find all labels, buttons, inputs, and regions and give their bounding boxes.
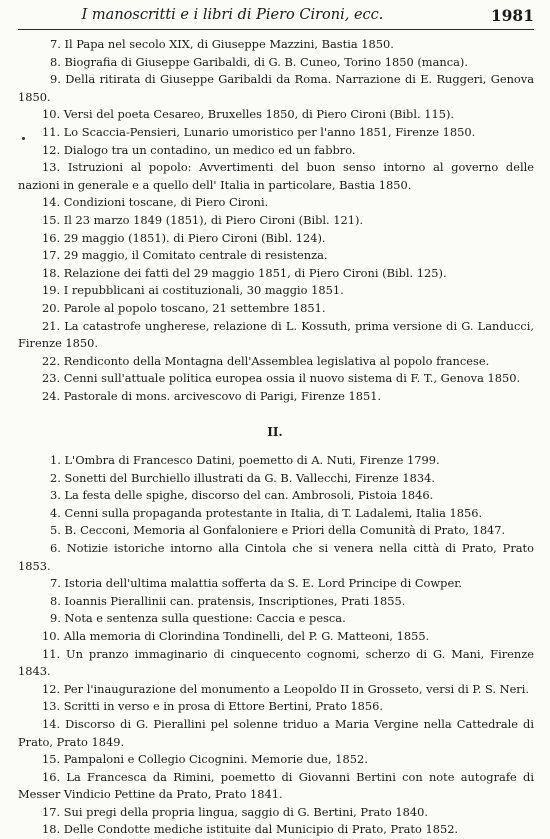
list-item — [18, 54, 534, 72]
item-text: Un pranzo immaginario di cinquecento cognomi, scherzo di G. Mani, Firenze 1843. — [18, 646, 534, 679]
item-text: Il 23 marzo 1849 (1851), di Piero Cironi (Bibl. 121). — [60, 212, 364, 227]
item-text: Istoria dell'ultima malattia sofferta da S. E. Lord Principe di Cowper. — [60, 576, 463, 591]
item-number: 13. — [42, 699, 61, 714]
item-number: 13. — [42, 160, 61, 175]
list-item — [18, 282, 534, 300]
item-text: L'Ombra di Francesco Datini, poemetto di A. Nuti, Firenze 1799. — [60, 453, 440, 467]
item-number: 19. — [42, 283, 61, 298]
list-item — [18, 575, 534, 593]
item-number: 1. — [50, 453, 61, 467]
item-text: Lo Scaccia-Pensieri, Lunario umoristico per l'anno 1851, Firenze 1850. — [60, 124, 476, 139]
item-number: 14. — [42, 195, 61, 210]
item-text: Versi del poeta Cesareo, Bruxelles 1850, di Piero Cironi (Bibl. 115). — [60, 107, 455, 122]
item-number: 10. — [42, 628, 61, 643]
list-item — [18, 452, 534, 470]
list-item — [18, 698, 534, 716]
item-number: 4. — [50, 505, 61, 520]
item-number: 8. — [50, 54, 61, 69]
item-text: La Francesca da Rimini, poemetto di Giovanni Bertini con note autografe di Messer Vindicio Pettine da Prato, Prato 1841. — [18, 769, 534, 802]
item-text: Rendiconto della Montagna dell'Assemblea legislativa al popolo francese. — [60, 353, 490, 368]
list-item — [18, 540, 534, 575]
list-item — [18, 751, 534, 769]
item-number: 9. — [50, 72, 61, 87]
item-text: Sui pregi della propria lingua, saggio di G. Bertini, Prato 1840. — [60, 804, 428, 819]
item-text: Istruzioni al popolo: Avvertimenti del buon senso intorno al governo delle nazioni in generale e a quello dell' Italia in particolare, Bastia 1850. — [18, 160, 534, 192]
item-text: Della ritirata di Giuseppe Garibaldi da Roma. Narrazione di E. Ruggeri, Genova 1850. — [18, 72, 534, 104]
list-item — [18, 628, 534, 646]
item-number: 17. — [42, 804, 61, 819]
item-number: 18. — [42, 265, 61, 280]
item-number: 15. — [42, 212, 61, 227]
list-item — [18, 318, 534, 353]
list-item — [18, 247, 534, 265]
item-text: Cenni sull'attuale politica europea ossia il nuovo sistema di F. T., Genova 1850. — [60, 371, 521, 386]
item-text: La catastrofe ungherese, relazione di L. Kossuth, prima versione di G. Landucci, Firenze 1850. — [18, 318, 534, 351]
section-heading: II. — [267, 425, 283, 439]
item-number: 16. — [42, 230, 61, 245]
item-number: 10. — [42, 107, 61, 122]
item-text: Condizioni toscane, di Piero Cironi. — [60, 195, 269, 210]
item-text: B. Cecconi, Memoria al Gonfaloniere e Priori della Comunità di Prato, 1847. — [60, 523, 506, 538]
page-number: 1981 — [490, 6, 534, 25]
item-text: Per l'inaugurazione del monumento a Leopoldo II in Grosseto, versi di P. S. Neri. — [60, 681, 530, 696]
item-number: 14. — [42, 716, 61, 731]
item-number: 11. — [42, 124, 61, 139]
item-number: 21. — [42, 318, 61, 333]
item-number: 12. — [42, 142, 61, 157]
item-text: Cenni sulla propaganda protestante in Italia, di T. Ladalemi, Italia 1856. — [60, 505, 483, 520]
item-number: 7. — [50, 576, 61, 591]
header-rule — [18, 29, 534, 30]
item-text: Dialogo tra un contadino, un medico ed un fabbro. — [60, 142, 356, 157]
list-item — [18, 370, 534, 388]
list-item — [18, 106, 534, 124]
running-header — [0, 5, 550, 27]
list-item — [18, 388, 534, 406]
item-text: Delle Condotte mediche istituite dal Municipio di Prato, Prato 1852. — [60, 822, 459, 837]
list-item — [18, 36, 534, 54]
item-text: Pampaloni e Collegio Cicognini. Memorie due, 1852. — [60, 752, 368, 767]
list-item — [18, 300, 534, 318]
list-item — [18, 142, 534, 160]
list-item — [18, 470, 534, 488]
item-text: Ioannis Pierallinii can. pratensis, Inscriptiones, Prati 1855. — [60, 593, 406, 608]
item-number: 9. — [50, 611, 61, 626]
item-number: 8. — [50, 593, 61, 608]
item-text: La festa delle spighe, discorso del can. Ambrosoli, Pistoia 1846. — [60, 488, 434, 503]
list-item — [18, 124, 534, 142]
item-text: Nota e sentenza sulla questione: Caccia e pesca. — [60, 611, 346, 626]
item-text: Pastorale di mons. arcivescovo di Parigi, Firenze 1851. — [60, 388, 382, 403]
item-text: Alla memoria di Clorindina Tondinelli, del P. G. Matteoni, 1855. — [60, 628, 430, 643]
list-item — [18, 487, 534, 505]
list-item — [18, 769, 534, 804]
list-item — [18, 593, 534, 611]
item-number: 3. — [50, 488, 61, 503]
list-item — [18, 71, 534, 106]
item-number: 22. — [42, 353, 61, 368]
item-number: 5. — [50, 523, 61, 538]
item-number: 24. — [42, 388, 61, 403]
item-text: Sonetti del Burchiello illustrati da G. B. Vallecchi, Firenze 1834. — [60, 470, 435, 485]
item-list-part-two — [18, 452, 534, 839]
item-number: 16. — [42, 769, 61, 784]
item-list-part-one — [18, 36, 534, 405]
item-number: 11. — [42, 646, 61, 661]
item-text: Relazione dei fatti del 29 maggio 1851, di Piero Cironi (Bibl. 125). — [60, 265, 447, 280]
item-number: 23. — [42, 371, 61, 386]
list-item — [18, 804, 534, 822]
list-item — [18, 505, 534, 523]
item-text: Scritti in verso e in prosa di Ettore Bertini, Prato 1856. — [60, 699, 384, 714]
item-number: 7. — [50, 37, 61, 51]
item-number: 6. — [50, 540, 61, 555]
item-number: 12. — [42, 681, 61, 696]
item-number: 20. — [42, 300, 61, 315]
item-text: Biografia di Giuseppe Garibaldi, di G. B. Cuneo, Torino 1850 (manca). — [60, 54, 468, 69]
list-item — [18, 230, 534, 248]
running-title: I manoscritti e i libri di Piero Cironi, ecc. — [81, 7, 384, 23]
list-item — [18, 821, 534, 839]
item-number: 18. — [42, 822, 61, 837]
list-item — [18, 716, 534, 751]
item-number: 2. — [50, 470, 61, 485]
item-text: Notizie istoriche intorno alla Cintola che si venera nella città di Prato, Prato 1853. — [18, 540, 534, 573]
list-item — [18, 646, 534, 681]
item-text: I repubblicani ai costituzionali, 30 maggio 1851. — [60, 283, 344, 298]
item-text: 29 maggio (1851). di Piero Cironi (Bibl. 124). — [60, 230, 326, 245]
list-item — [18, 610, 534, 628]
list-item — [18, 265, 534, 283]
item-text: Discorso di G. Pierallini pel solenne triduo a Maria Vergine nella Cattedrale di Prato, Prato 1849. — [18, 716, 534, 749]
item-number: 15. — [42, 752, 61, 767]
list-item — [18, 159, 534, 194]
item-text: 29 maggio, il Comitato centrale di resistenza. — [60, 248, 328, 263]
list-item — [18, 522, 534, 540]
item-text: Il Papa nel secolo XIX, di Giuseppe Mazzini, Bastia 1850. — [60, 37, 394, 51]
item-text: Parole al popolo toscano, 21 settembre 1851. — [60, 300, 326, 315]
list-item — [18, 194, 534, 212]
list-item — [18, 212, 534, 230]
list-item — [18, 353, 534, 371]
item-number: 17. — [42, 248, 61, 263]
list-item — [18, 681, 534, 699]
